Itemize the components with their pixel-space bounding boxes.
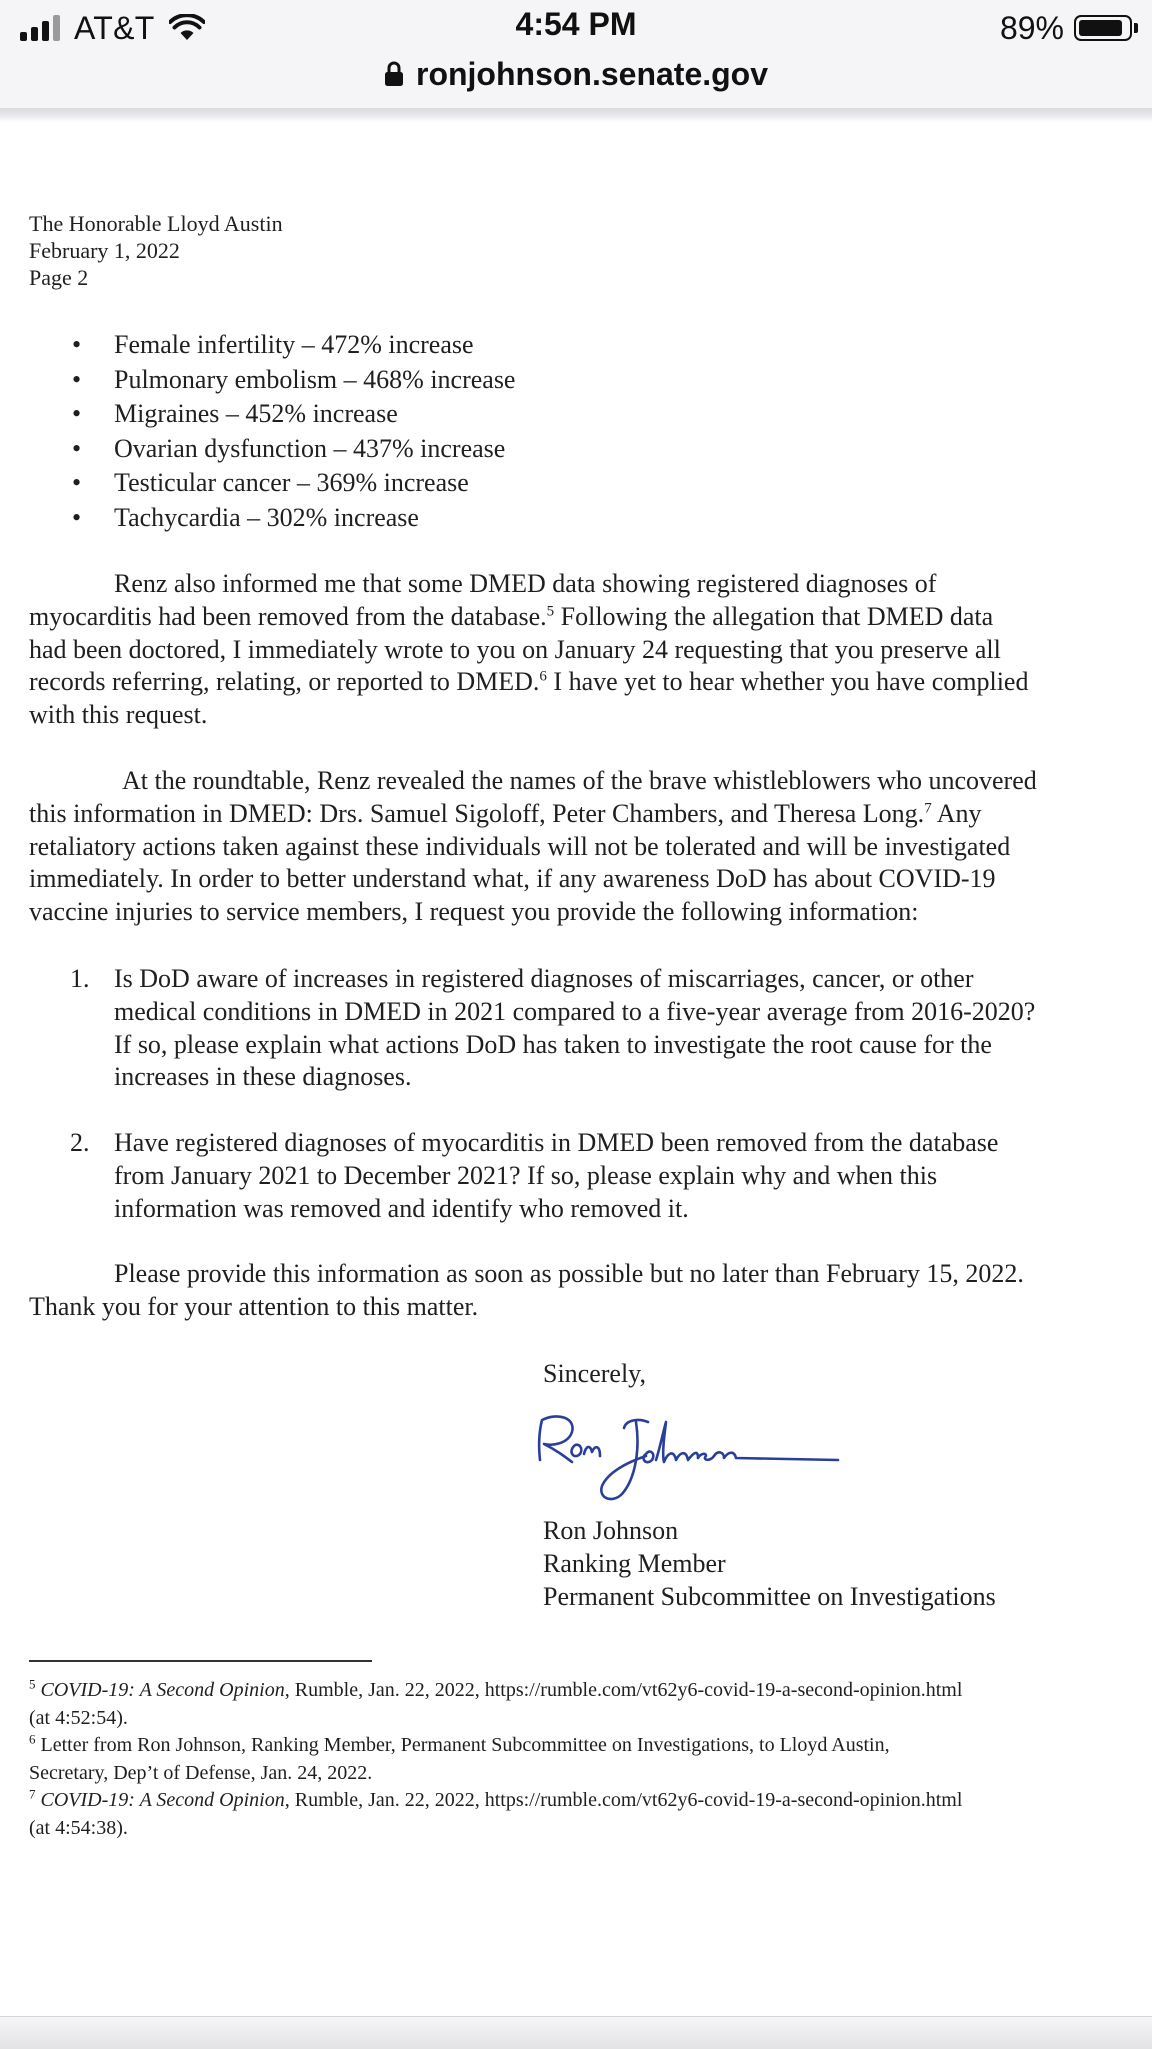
text-line: Is DoD aware of increases in registered diagnoses of miscarriages, cancer, or other: [114, 964, 974, 993]
text-line: Thank you for your attention to this matter.: [29, 1291, 479, 1321]
question-text: [114, 1127, 998, 1225]
text-line: [29, 798, 1139, 831]
text-segment: records referring, relating, or reported to DMED.: [29, 667, 540, 697]
text-line: increases in these diagnoses.: [114, 1062, 412, 1092]
text-segment: myocarditis had been removed from the database.: [29, 601, 547, 631]
closing-salutation: Sincerely,: [543, 1359, 646, 1388]
text-line: Renz also informed me that some DMED data showing registered diagnoses of: [114, 569, 937, 598]
footnote-number: 7: [29, 1786, 36, 1802]
paragraph-myocarditis-data: [29, 568, 1139, 732]
text-line: Have registered diagnoses of myocarditis in DMED been removed from the database: [114, 1128, 999, 1157]
text-segment: this information in DMED: Drs. Samuel Sigoloff, Peter Chambers, and Theresa Long.: [29, 798, 925, 828]
footnote-number: 6: [29, 1731, 36, 1747]
clock: 4:54 PM: [515, 6, 637, 42]
bottom-toolbar-edge: [0, 2016, 1152, 2049]
text-segment: Following the allegation that DMED data: [554, 601, 994, 631]
text-line: Please provide this information as soon as possible but no later than February 15, 2022.: [114, 1259, 1024, 1288]
recipient-line: The Honorable Lloyd Austin: [29, 211, 283, 236]
footnote-6-cont: Secretary, Dep’t of Defense, Jan. 24, 2022.: [29, 1761, 373, 1784]
footnote-ref[interactable]: 5: [546, 603, 555, 620]
text-segment: Any: [931, 798, 982, 828]
list-item: • Tachycardia – 302% increase: [72, 501, 515, 536]
text-line: from January 2021 to December 2021? If so, please explain why and when this: [114, 1160, 938, 1190]
text-line: with this request.: [29, 700, 208, 730]
text-line: retaliatory actions taken against these individuals will not be tolerated and will be investigated: [29, 831, 1011, 861]
footnote-ref[interactable]: 6: [539, 668, 547, 685]
url-text: ronjohnson.senate.gov: [415, 55, 769, 92]
list-item: • Pulmonary embolism – 468% increase: [72, 363, 515, 398]
footnote-number: 5: [29, 1676, 36, 1692]
list-item: • Ovarian dysfunction – 437% increase: [72, 432, 515, 467]
text-line: information was removed and identify who removed it.: [114, 1193, 689, 1223]
signature-image: [528, 1398, 858, 1518]
question-number: 2.: [70, 1128, 90, 1157]
source-title: COVID-19: A Second Opinion: [40, 1789, 285, 1811]
battery-percentage: 89%: [999, 9, 1064, 46]
signatory-block: [543, 1514, 996, 1613]
footnote-5-cont: (at 4:52:54).: [29, 1706, 128, 1729]
footnote-7-cont: (at 4:54:38).: [29, 1816, 128, 1839]
source-citation: Letter from Ron Johnson, Ranking Member, Permanent Subcommittee on Investigations, to Lloyd Austin,: [35, 1734, 890, 1756]
date-line: February 1, 2022: [29, 238, 180, 263]
increase-list: [72, 328, 515, 536]
source-title: COVID-19: A Second Opinion: [40, 1679, 285, 1701]
text-line: At the roundtable, Renz revealed the names of the brave whistleblowers who uncovered: [122, 766, 1037, 795]
letter-header: [29, 210, 283, 291]
paragraph-whistleblowers: [29, 765, 1139, 929]
text-line: [29, 601, 1139, 634]
question-number: 1.: [70, 964, 90, 993]
carrier-label: AT&T: [74, 9, 155, 46]
paragraph-deadline: [29, 1258, 1139, 1324]
footnote-ref[interactable]: 7: [924, 800, 932, 817]
footnotes: [29, 1677, 962, 1842]
text-line: [29, 666, 1139, 699]
footnote-6: [29, 1732, 962, 1760]
text-line: If so, please explain what actions DoD has taken to investigate the root cause for the: [114, 1029, 992, 1059]
question-text: [114, 963, 1035, 1094]
signatory-committee: Permanent Subcommittee on Investigations: [543, 1582, 996, 1611]
text-line: immediately. In order to better understand what, if any awareness DoD has about COVID-19: [29, 864, 996, 894]
signatory-name: Ron Johnson: [543, 1516, 679, 1545]
signatory-title: Ranking Member: [543, 1549, 726, 1578]
source-citation[interactable]: , Rumble, Jan. 22, 2022, https://rumble.com/vt62y6-covid-19-a-second-opinion.html: [284, 1789, 963, 1811]
list-item: • Testicular cancer – 369% increase: [72, 466, 515, 501]
source-citation[interactable]: , Rumble, Jan. 22, 2022, https://rumble.com/vt62y6-covid-19-a-second-opinion.html: [284, 1679, 963, 1701]
text-line: had been doctored, I immediately wrote to you on January 24 requesting that you preserve all: [29, 634, 1001, 664]
page-number: Page 2: [29, 265, 89, 290]
text-segment: I have yet to hear whether you have complied: [546, 667, 1029, 697]
list-item: • Female infertility – 472% increase: [72, 328, 515, 363]
text-line: vaccine injuries to service members, I request you provide the following information:: [29, 897, 919, 927]
footnote-divider: [29, 1660, 372, 1662]
footnote-7: [29, 1787, 962, 1815]
footnote-5: [29, 1677, 962, 1705]
list-item: • Migraines – 452% increase: [72, 397, 515, 432]
text-line: medical conditions in DMED in 2021 compared to a five-year average from 2016-2020?: [114, 996, 1036, 1026]
